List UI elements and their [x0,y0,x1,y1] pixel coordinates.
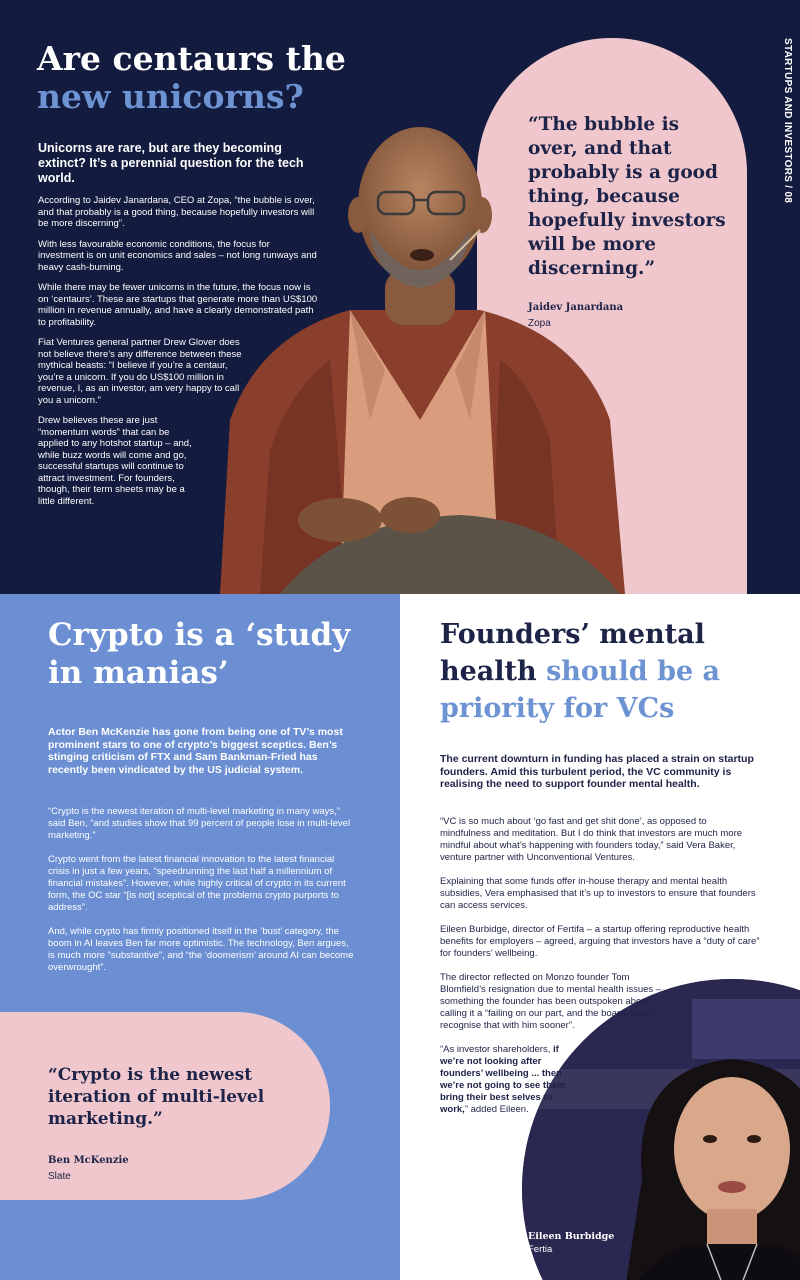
article-1-title [37,40,457,116]
quote-attribution-name: Ben McKenzie [48,1155,129,1166]
quote-attribution-name: Jaidev Janardana [528,302,624,313]
centaurs-section [0,0,800,594]
title-part-2: should be a priority for VCs [440,656,721,724]
quote-attribution-org: Slate [48,1171,71,1182]
paragraph: “Crypto is the newest iteration of multi-level marketing in many ways,” said Ben, “and studies show that 99 percent of people lose in multi-level marketing.” [48,806,351,841]
paragraph: According to Jaidev Janardana, CEO at Zopa, “the bubble is over, and that probably is a good thing, because hopefully investors will be more discerning”. [38,195,315,229]
title-line-2: new unicorns? [37,77,304,116]
article-3-title [440,616,780,727]
article-2-title: Crypto is a ‘study in manias’ [48,617,351,691]
paragraph: With less favourable economic conditions, the focus for investment is on unit economics and sales – not long runways and heavy cash-burning. [38,238,317,273]
article-1-body [38,195,318,516]
article-3-body [440,816,760,1128]
mental-health-section [400,594,800,1280]
quote-attribution-org: Zopa [528,318,551,329]
photo-caption-name: Eileen Burbidge [528,1231,615,1242]
paragraph: The director reflected on Monzo founder Tom Blomfield’s resignation due to mental health issues – something the founder has been outspoken about – calling it a “failing on our part, and the board, to not recognise that with him sooner”. [440,972,662,1031]
paragraph: Drew believes these are just “momentum words” that can be applied to any hotshot startup – and, while buzz words will come and go, successful startups will continue to attract investment. For founders, though, their term sheets may be a little different. [38,415,192,507]
paragraph: While there may be fewer unicorns in the future, the focus now is on ‘centaurs’. These are startups that generate more than US$100 million in revenue annually, and have a clearly demonstrated path to profitability. [38,282,318,328]
article-1-lead: Unicorns are rare, but are they becoming extinct? It’s a perennial question for the tech world. [38,141,304,185]
paragraph: Explaining that some funds offer in-house therapy and mental health subsidies, Vera emphasised that it’s up to investors to ensure that founders can access services. [440,876,756,911]
article-2-body [48,806,358,986]
title-part-1: Founders’ mental health [440,619,705,687]
photo-caption-org: Fertia [528,1244,553,1255]
text-start: “As investor shareholders, [440,1044,551,1055]
title-line-1: Are centaurs the [37,39,346,78]
text-end: ” added Eileen. [464,1104,529,1115]
crypto-section [0,594,400,1280]
pull-quote-1: “The bubble is over, and that probably is a good thing, because hopefully investors will be more discerning.” [528,114,726,279]
section-label: STARTUPS AND INVESTORS / 08 [782,38,793,204]
paragraph: Fiat Ventures general partner Drew Glover does not believe there’s any difference between these mythical beasts: “I believe if you’re a centaur, you’re a unicorn. If you do US$100 million in revenue, I, as an investor, am very happy to call you a unicorn.” [38,337,242,406]
paragraph: “VC is so much about ‘go fast and get shit done’, as opposed to mindfulness and meditation. But I do think that investors are much more mindful about what’s happening with founders today,” said Vera Baker, venture partner with Unconventional Ventures. [440,816,743,863]
paragraph: Eileen Burbidge, director of Fertifa – a startup offering reproductive health benefits for employers – agreed, arguing that investors have a “duty of care” for founders’ wellbeing. [440,924,760,959]
text-bold: if we’re not looking after founders’ wellbeing ... then we’re not going to see them bring their best selves to work, [440,1044,566,1115]
paragraph: And, while crypto has firmly positioned itself in the ‘bust’ category, the boom in AI leaves Ben far more optimistic. The technology, Ben argues, is much more “substantive”, and “the ‘doomerism’ around AI can become overwrought”. [48,926,354,973]
paragraph: Crypto went from the latest financial innovation to the latest financial crisis in just a few years, “speedrunning the last half a millennium of financial mistakes”. However, while highly critical of crypto in its current form, the OC star “[is not] sceptical of the problems crypto purports to address”. [48,854,346,913]
article-2-lead: Actor Ben McKenzie has gone from being one of TV’s most prominent stars to one of crypto’s biggest sceptics. Ben’s stinging criticism of FTX and Sam Bankman-Fried has recently been vindicated by the US judicial system. [48,726,343,776]
paragraph [440,1044,570,1116]
pull-quote-2: “Crypto is the newest iteration of multi-level marketing.” [48,1065,265,1129]
article-3-lead: The current downturn in funding has placed a strain on startup founders. Amid this turbulent period, the VC community is realising the need to support founder mental health. [440,753,754,790]
